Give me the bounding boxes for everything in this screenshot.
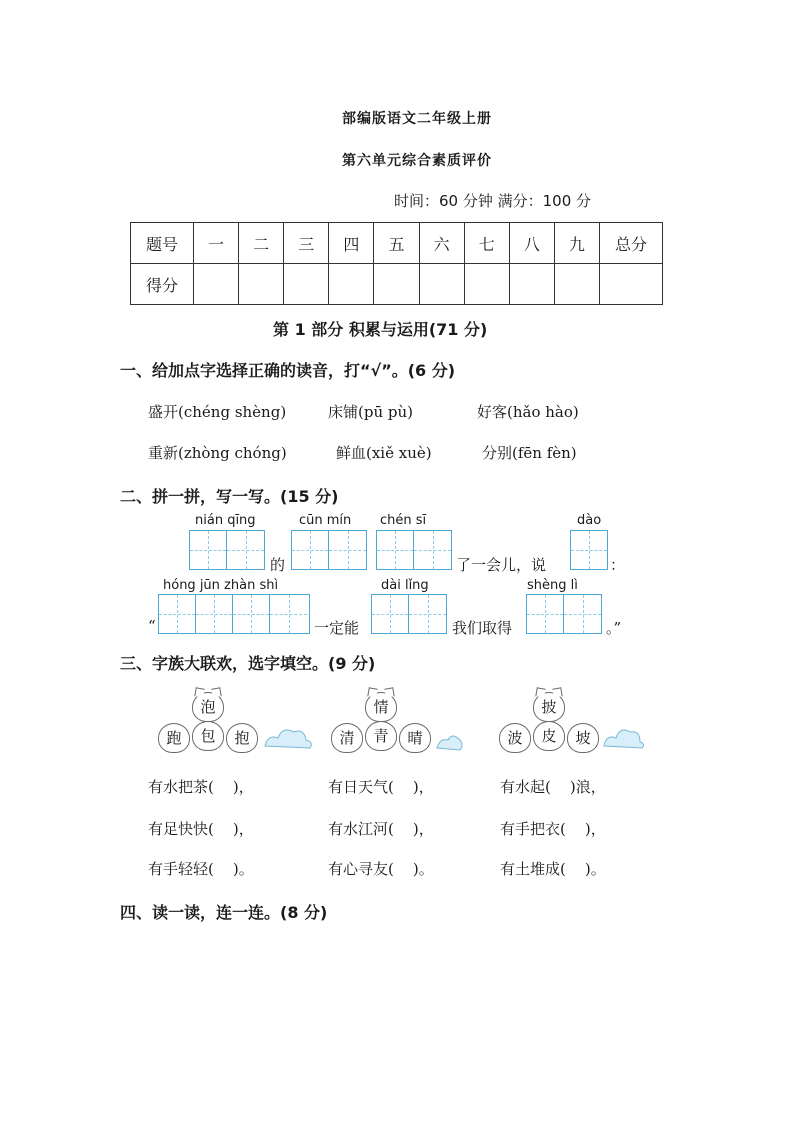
- sentence-text: 的: [270, 556, 286, 574]
- section3-title: 三、字族大联欢，选字填空。(9 分): [120, 654, 376, 673]
- character-cat: 青: [365, 721, 397, 751]
- section4-title: 四、读一读，连一连。(8 分): [120, 903, 328, 922]
- character-cat: 抱: [226, 723, 258, 753]
- time-info: 时间：60 分钟 满分：100 分: [394, 192, 592, 210]
- writing-grid[interactable]: [189, 530, 265, 570]
- writing-grid[interactable]: [158, 594, 310, 634]
- score-cell: 九: [554, 223, 599, 264]
- character-cat-top: 泡: [192, 692, 224, 722]
- writing-grid[interactable]: [376, 530, 452, 570]
- character-cat: 波: [499, 723, 531, 753]
- pinyin-label: chén sī: [380, 513, 427, 528]
- score-input-cell[interactable]: [239, 264, 284, 305]
- pinyin-label: cūn mín: [299, 513, 352, 528]
- sentence-text: “: [148, 617, 156, 635]
- score-cell: 题号: [131, 223, 194, 264]
- cloud-icon: [260, 720, 315, 752]
- fill-blank-item[interactable]: 有水江河( )，: [328, 820, 434, 838]
- writing-grid[interactable]: [570, 530, 608, 570]
- score-cell: 四: [329, 223, 374, 264]
- sentence-text: 一定能: [314, 619, 360, 637]
- fill-blank-item[interactable]: 有足快快( )，: [148, 820, 254, 838]
- score-cell: 七: [464, 223, 509, 264]
- fill-blank-item[interactable]: 有日天气( )，: [328, 778, 434, 796]
- character-cat-top: 情: [365, 692, 397, 722]
- section2-title: 二、拼一拼，写一写。(15 分): [120, 487, 339, 506]
- reading-item[interactable]: 好客(hǎo hào): [477, 403, 579, 421]
- sentence-text: 我们取得: [452, 619, 513, 637]
- pinyin-label: shèng lì: [527, 578, 578, 593]
- score-cell: 二: [239, 223, 284, 264]
- cloud-icon: [434, 724, 464, 752]
- score-cell: 三: [284, 223, 329, 264]
- reading-item[interactable]: 床铺(pū pù): [328, 403, 413, 421]
- document-title: 部编版语文二年级上册: [342, 111, 492, 127]
- character-cat-top: 披: [533, 692, 565, 722]
- reading-item[interactable]: 盛开(chéng shèng): [148, 403, 287, 421]
- score-table-score-row: [131, 264, 663, 305]
- cloud-icon: [600, 720, 646, 752]
- score-table: [130, 222, 663, 305]
- score-input-cell[interactable]: [329, 264, 374, 305]
- score-input-cell[interactable]: [509, 264, 554, 305]
- reading-item[interactable]: 分别(fēn fèn): [482, 444, 577, 462]
- sentence-text: 。”: [606, 619, 622, 637]
- fill-blank-item[interactable]: 有水起( )浪，: [500, 778, 606, 796]
- character-cat: 跑: [158, 723, 190, 753]
- fill-blank-item[interactable]: 有手把衣( )，: [500, 820, 606, 838]
- part-title: 第 1 部分 积累与运用(71 分): [273, 320, 488, 339]
- score-cell: 一: [194, 223, 239, 264]
- score-input-cell[interactable]: [464, 264, 509, 305]
- pinyin-label: hóng jūn zhàn shì: [163, 578, 279, 593]
- pinyin-label: nián qīng: [195, 513, 256, 528]
- score-cell: 八: [509, 223, 554, 264]
- writing-grid[interactable]: [526, 594, 602, 634]
- character-cat: 晴: [399, 723, 431, 753]
- character-cat: 皮: [533, 721, 565, 751]
- score-input-cell[interactable]: [554, 264, 599, 305]
- score-input-cell[interactable]: [374, 264, 419, 305]
- reading-item[interactable]: 重新(zhòng chóng): [148, 444, 287, 462]
- score-label-cell: 得分: [131, 264, 194, 305]
- reading-item[interactable]: 鲜血(xiě xuè): [336, 444, 432, 462]
- score-input-cell[interactable]: [600, 264, 663, 305]
- fill-blank-item[interactable]: 有心寻友( )。: [328, 860, 434, 878]
- sentence-text: 了一会儿，说: [456, 556, 547, 574]
- pinyin-label: dào: [577, 513, 602, 528]
- score-cell: 五: [374, 223, 419, 264]
- character-cat: 坡: [567, 723, 599, 753]
- document-subtitle: 第六单元综合素质评价: [342, 153, 492, 169]
- character-cat: 包: [192, 721, 224, 751]
- score-input-cell[interactable]: [194, 264, 239, 305]
- writing-grid[interactable]: [371, 594, 447, 634]
- score-cell: 六: [419, 223, 464, 264]
- sentence-text: ：: [610, 556, 626, 574]
- fill-blank-item[interactable]: 有手轻轻( )。: [148, 860, 254, 878]
- score-input-cell[interactable]: [419, 264, 464, 305]
- pinyin-label: dài lǐng: [381, 578, 429, 593]
- score-input-cell[interactable]: [284, 264, 329, 305]
- character-cat: 清: [331, 723, 363, 753]
- writing-grid[interactable]: [291, 530, 367, 570]
- score-cell: 总分: [600, 223, 663, 264]
- section1-title: 一、给加点字选择正确的读音，打“√”。(6 分): [120, 361, 456, 380]
- fill-blank-item[interactable]: 有土堆成( )。: [500, 860, 606, 878]
- fill-blank-item[interactable]: 有水把茶( )，: [148, 778, 254, 796]
- score-table-header-row: [131, 223, 663, 264]
